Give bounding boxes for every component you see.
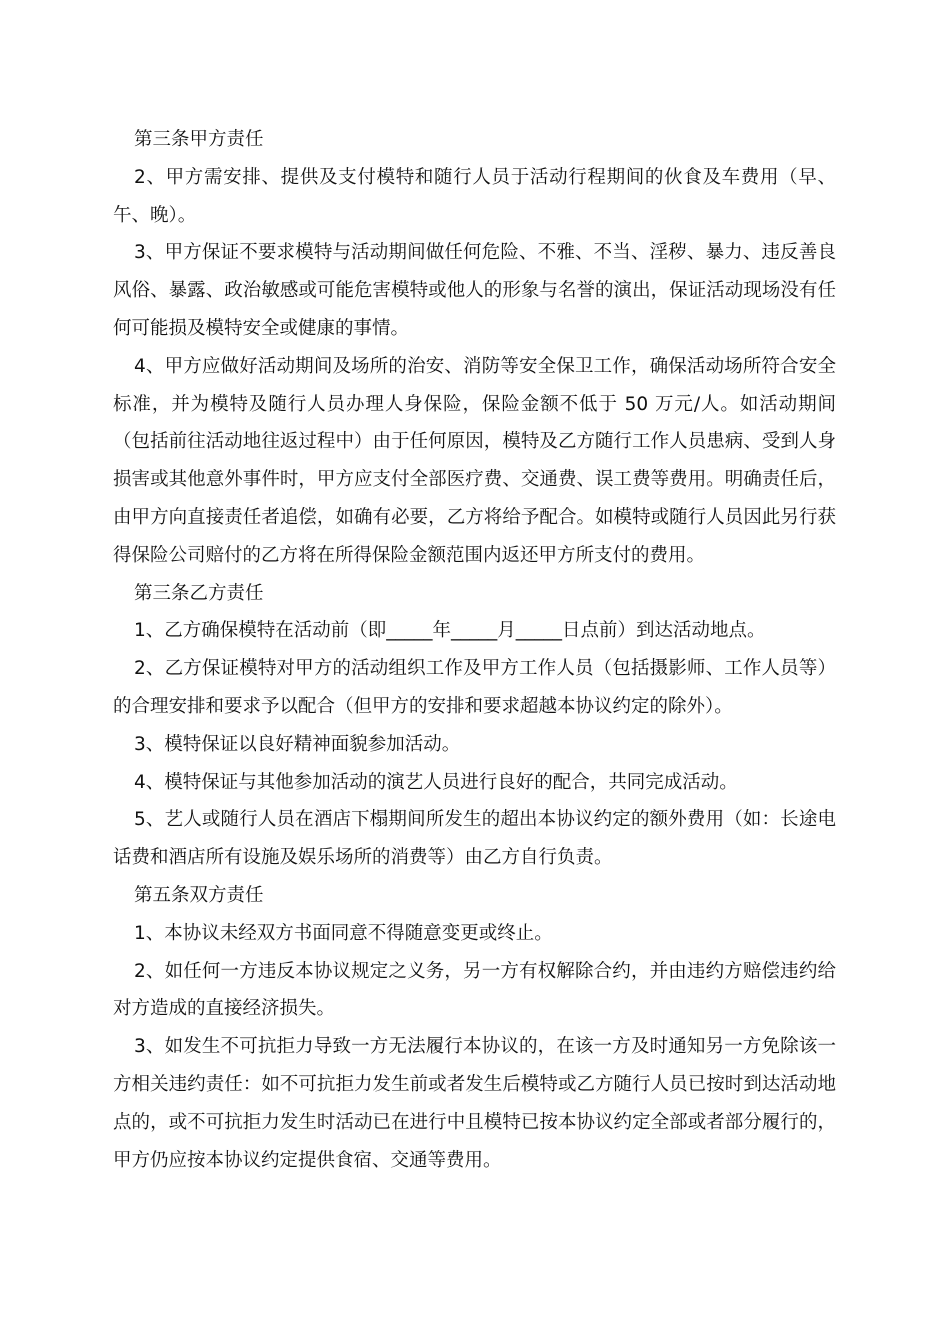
- document-body: [113, 121, 836, 1179]
- section-heading-both-parties: 第五条双方责任: [134, 884, 264, 906]
- clause-a-2: 2、甲方需安排、提供及支付模特和随行人员于活动行程期间的伙食及车费用（早、午、晚）。: [113, 166, 836, 226]
- clause-b-4: 4、模特保证与其他参加活动的演艺人员进行良好的配合，共同完成活动。: [134, 771, 738, 793]
- clause-b-1: 1、乙方确保模特在活动前（即_____年_____月_____日点前）到达活动地点。: [134, 620, 766, 642]
- clause-b-5: 5、艺人或随行人员在酒店下榻期间所发生的超出本协议约定的额外费用（如：长途电话费和酒店所有设施及娱乐场所的消费等）由乙方自行负责。: [113, 809, 836, 869]
- clause-b-2: 2、乙方保证模特对甲方的活动组织工作及甲方工作人员（包括摄影师、工作人员等）的合理安排和要求予以配合（但甲方的安排和要求超越本协议约定的除外）。: [113, 658, 836, 717]
- clause-b-3: 3、模特保证以良好精神面貌参加活动。: [134, 733, 461, 755]
- clause-c-1: 1、本协议未经双方书面同意不得随意变更或终止。: [134, 922, 553, 944]
- section-heading-party-a: 第三条甲方责任: [134, 129, 264, 150]
- clause-a-4: 4、甲方应做好活动期间及场所的治安、消防等安全保卫工作，确保活动场所符合安全标准，并为模特及随行人员办理人身保险，保险金额不低于 50 万元/人。如活动期间（包括前往活动地往返过程中）由于任何原因，模特及乙方随行工作人员患病、受到人身损害或其他意外事件时，甲方应支付全部医疗费、交通费、误工费等费用。明确责任后，由甲方向直接责任者追偿，如确有必要，乙方将给予配合。如模特或随行人员因此另行获得保险公司赔付的乙方将在所得保险金额范围内返还甲方所支付的费用。: [113, 355, 836, 566]
- clause-c-3: 3、如发生不可抗拒力导致一方无法履行本协议的，在该一方及时通知另一方免除该一方相关违约责任：如不可抗拒力发生前或者发生后模特或乙方随行人员已按时到达活动地点的，或不可抗拒力发生时活动已在进行中且模特已按本协议约定全部或者部分履行的，甲方仍应按本协议约定提供食宿、交通等费用。: [113, 1036, 836, 1171]
- clause-c-2: 2、如任何一方违反本协议规定之义务，另一方有权解除合约，并由违约方赔偿违约给对方造成的直接经济损失。: [113, 960, 836, 1020]
- clause-a-3: 3、甲方保证不要求模特与活动期间做任何危险、不雅、不当、淫秽、暴力、违反善良风俗、暴露、政治敏感或可能危害模特或他人的形象与名誉的演出，保证活动现场没有任何可能损及模特安全或健康的事情。: [113, 242, 836, 339]
- section-heading-party-b: 第三条乙方责任: [134, 582, 264, 604]
